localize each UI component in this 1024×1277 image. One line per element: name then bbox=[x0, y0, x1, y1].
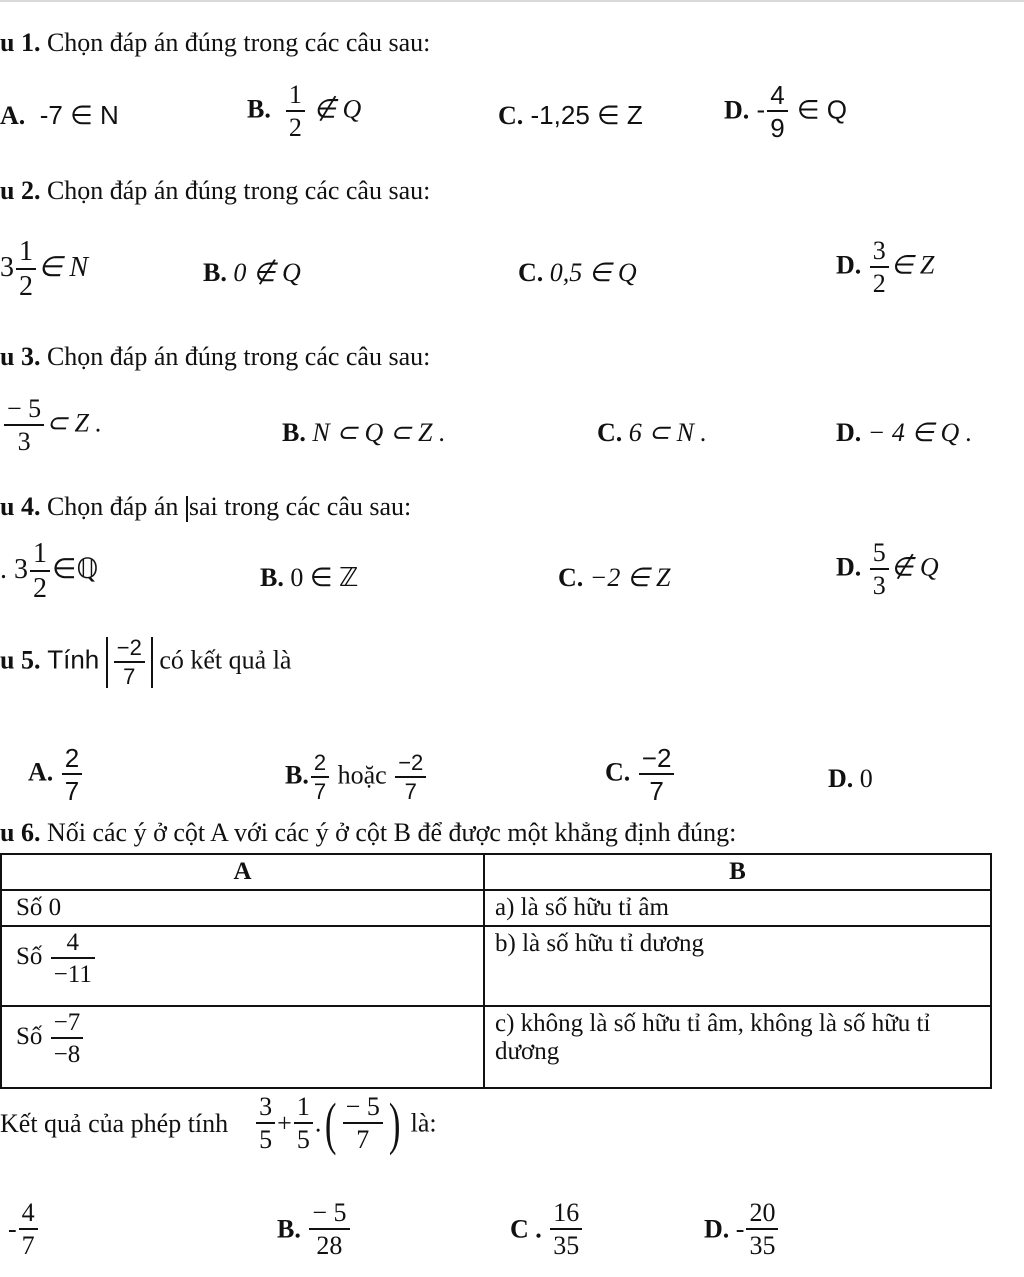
question-3-title: u 3. Chọn đáp án đúng trong các câu sau: bbox=[0, 342, 431, 371]
q2-option-c[interactable]: C. 0,5 ∈ Q bbox=[518, 258, 637, 287]
q4-option-b[interactable]: B. 0 ∈ ℤ bbox=[260, 563, 359, 592]
column-a-header: A bbox=[1, 854, 484, 890]
q1-option-c[interactable]: C. -1,25 ∈ Z bbox=[498, 100, 643, 130]
matching-table bbox=[0, 853, 992, 1089]
column-b-header: B bbox=[484, 854, 991, 890]
question-2-title: u 2. Chọn đáp án đúng trong các câu sau: bbox=[0, 176, 431, 205]
q5-option-c[interactable]: C. $\frac{-2}{7}$ bbox=[605, 745, 676, 804]
table-row-3-a: Số $\frac{-7}{-8}$ bbox=[1, 1006, 484, 1088]
table-row-1-b: a) là số hữu tỉ âm bbox=[484, 890, 991, 926]
question-1-title: u 1. Chọn đáp án đúng trong các câu sau: bbox=[0, 28, 431, 57]
table-row-3-b: c) không là số hữu tỉ âm, không là số hữu tỉ dương bbox=[484, 1006, 991, 1088]
q3-option-b[interactable]: B. N ⊂ Q ⊂ Z . bbox=[282, 418, 446, 447]
q5-option-b[interactable]: B. $\frac{2}{7}$ hoặc $\frac{-2}{7}$ bbox=[285, 752, 428, 803]
q7-option-b[interactable]: B. $\frac{- 5}{28}$ bbox=[277, 1200, 352, 1259]
question-7-title: Kết quả của phép tính $\frac{3}{5}$ + $\frac{1}{5}$ .( $\frac{- 5}{7}$ ) là: bbox=[0, 1090, 437, 1156]
text-cursor bbox=[186, 496, 188, 522]
q1-option-d[interactable]: D. - $\frac{4}{9}$ ∈ Q bbox=[724, 80, 847, 143]
q3-option-c[interactable]: C. 6 ⊂ N . bbox=[597, 418, 707, 447]
q7-option-c[interactable]: C . $\frac{16}{35}$ bbox=[510, 1200, 584, 1259]
top-border bbox=[0, 0, 1024, 2]
table-row-2-a: Số $\frac{4}{-11}$ bbox=[1, 926, 484, 1006]
table-row-2-b: b) là số hữu tỉ dương bbox=[484, 926, 991, 1006]
q4-option-d[interactable]: D. $\frac{5}{3}$ ∉ Q bbox=[836, 538, 939, 600]
q4-option-a[interactable]: . 3 $\frac{1}{2}$ ∈ℚ bbox=[0, 538, 99, 604]
q7-option-d[interactable]: D. - $\frac{20}{35}$ bbox=[704, 1200, 780, 1259]
q2-option-d[interactable]: D. $\frac{3}{2}$ ∈ Z bbox=[836, 236, 935, 298]
q2-option-a[interactable]: 3 $\frac{1}{2}$ ∈ N bbox=[0, 236, 89, 302]
q3-option-a[interactable]: $\frac{- 5}{3}$ ⊂ Z . bbox=[2, 396, 102, 455]
q1-option-a[interactable]: A. -7 ∈ N bbox=[0, 100, 119, 130]
q4-option-c[interactable]: C. −2 ∈ Z bbox=[558, 563, 671, 592]
question-4-title: u 4. Chọn đáp án sai trong các câu sau: bbox=[0, 492, 412, 521]
q5-option-d[interactable]: D. 0 bbox=[828, 764, 873, 793]
q5-option-a[interactable]: A. $\frac{2}{7}$ bbox=[28, 745, 84, 804]
q3-option-d[interactable]: D. − 4 ∈ Q . bbox=[836, 418, 973, 447]
q1-option-b[interactable]: B. $\frac{1}{2}$ ∉ Q bbox=[247, 80, 362, 142]
q7-option-a[interactable]: - $\frac{4}{7}$ bbox=[8, 1200, 40, 1259]
q2-option-b[interactable]: B. 0 ∉ Q bbox=[203, 258, 301, 287]
question-6-title: u 6. Nối các ý ở cột A với các ý ở cột B để được một khẳng định đúng: bbox=[0, 818, 737, 847]
table-row-1-a: Số 0 bbox=[1, 890, 484, 926]
question-5-title: u 5. Tính $\frac{-2}{7}$ có kết quả là bbox=[0, 635, 292, 689]
